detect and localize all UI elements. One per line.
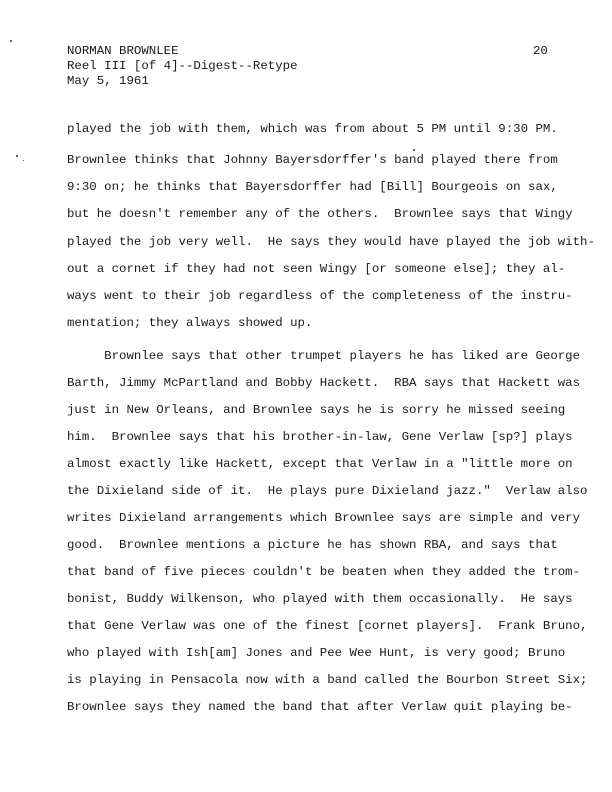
scan-speck <box>10 40 12 42</box>
text-line: almost exactly like Hackett, except that Verlaw in a "little more on <box>67 457 573 471</box>
text-line: Barth, Jimmy McPartland and Bobby Hackett. RBA says that Hackett was <box>67 376 581 390</box>
text-line: but he doesn't remember any of the others. Brownlee says that Wingy <box>67 207 573 221</box>
text-line: Brownlee says they named the band that after Verlaw quit playing be- <box>67 700 573 714</box>
text-line: good. Brownlee mentions a picture he has shown RBA, and says that <box>67 538 558 552</box>
page-number: 20 <box>533 44 548 58</box>
text-line: Brownlee thinks that Johnny Bayersdorffer's band played there from <box>67 153 558 167</box>
text-line: writes Dixieland arrangements which Brownlee says are simple and very <box>67 511 581 525</box>
text-line: him. Brownlee says that his brother-in-law, Gene Verlaw [sp?] plays <box>67 430 573 444</box>
header-date: May 5, 1961 <box>67 74 149 88</box>
text-line: played the job very well. He says they would have played the job with- <box>67 235 595 249</box>
text-line: mentation; they always showed up. <box>67 316 313 330</box>
header-name: NORMAN BROWNLEE <box>67 44 179 58</box>
text-line: just in New Orleans, and Brownlee says he is sorry he missed seeing <box>67 403 566 417</box>
text-line: played the job with them, which was from about 5 PM until 9:30 PM. <box>67 122 558 136</box>
text-line: that band of five pieces couldn't be beaten when they added the trom- <box>67 565 581 579</box>
text-line: bonist, Buddy Wilkenson, who played with them occasionally. He says <box>67 592 573 606</box>
text-line: who played with Ish[am] Jones and Pee Wee Hunt, is very good; Bruno <box>67 646 566 660</box>
text-line: 9:30 on; he thinks that Bayersdorffer had [Bill] Bourgeois on sax, <box>67 180 558 194</box>
text-line: is playing in Pensacola now with a band called the Bourbon Street Six; <box>67 673 588 687</box>
text-line: out a cornet if they had not seen Wingy [or someone else]; they al- <box>67 262 566 276</box>
text-line: ways went to their job regardless of the completeness of the instru- <box>67 289 573 303</box>
text-line: that Gene Verlaw was one of the finest [cornet players]. Frank Bruno, <box>67 619 588 633</box>
text-line: the Dixieland side of it. He plays pure Dixieland jazz." Verlaw also <box>67 484 588 498</box>
text-line: Brownlee says that other trumpet players he has liked are George <box>67 349 581 363</box>
scan-speck <box>16 155 18 157</box>
scan-speck <box>413 149 415 151</box>
header-reel: Reel III [of 4]--Digest--Retype <box>67 59 298 73</box>
scan-speck <box>23 160 24 161</box>
